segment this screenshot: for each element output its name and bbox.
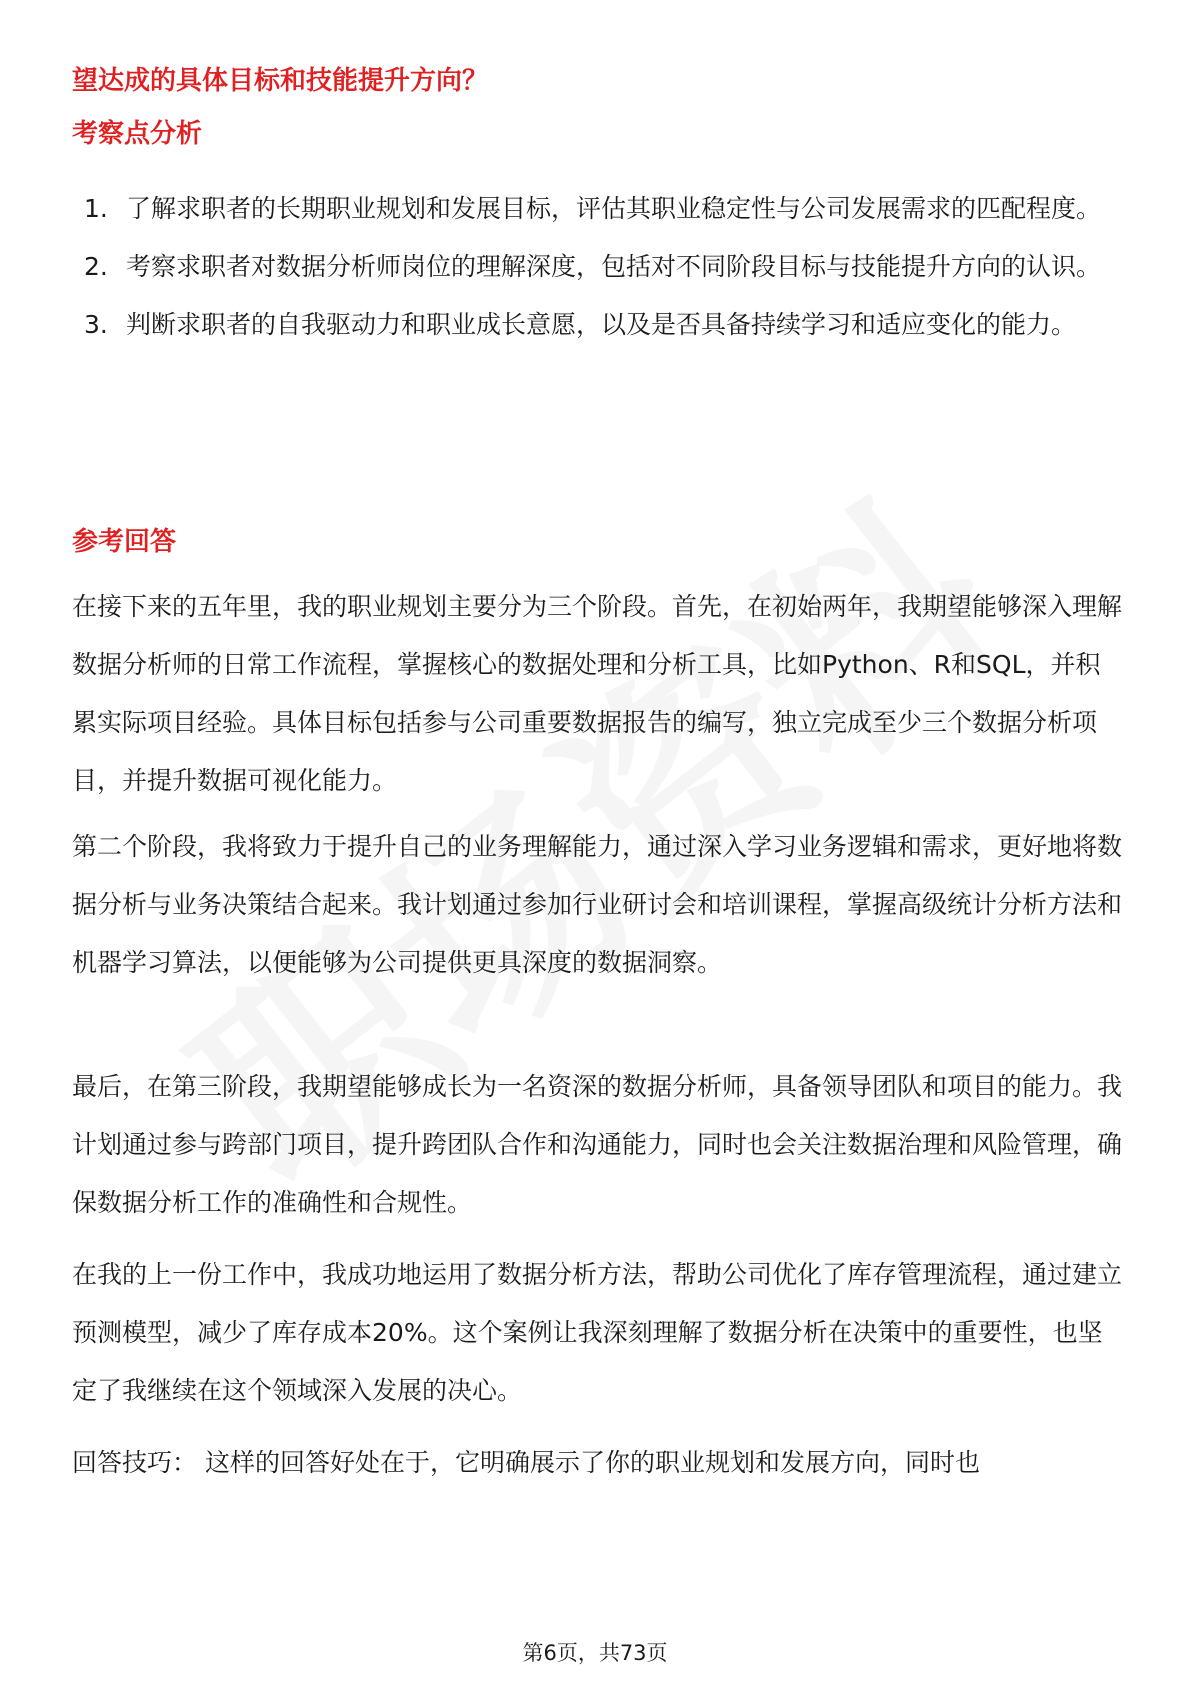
list-item [84, 238, 1124, 296]
list-number: 2. [84, 252, 108, 281]
answer-heading: 参考回答 [72, 527, 177, 557]
list-text: 判断求职者的自我驱动力和职业成长意愿，以及是否具备持续学习和适应变化的能力。 [126, 310, 1077, 339]
list-number: 1. [84, 194, 108, 223]
page-number: 第6页，共73页 [522, 1641, 668, 1665]
answer-paragraph: 在接下来的五年里，我的职业规划主要分为三个阶段。首先，在初始两年，我期望能够深入理解数据分析师的日常工作流程，掌握核心的数据处理和分析工具，比如Python、R和SQL，并积累实际项目经验。具体目标包括参与公司重要数据报告的编写，独立完成至少三个数据分析项目，并提升数据可视化能力。 [72, 592, 1123, 795]
analysis-heading: 考察点分析 [72, 119, 203, 149]
list-item [84, 296, 1124, 354]
answer-paragraph: 在我的上一份工作中，我成功地运用了数据分析方法，帮助公司优化了库存管理流程，通过建立预测模型，减少了库存成本20%。这个案例让我深刻理解了数据分析在决策中的重要性，也坚定了我继续在这个领域深入发展的决心。 [72, 1260, 1123, 1405]
question-continuation: 望达成的具体目标和技能提升方向？ [72, 66, 489, 96]
list-item [84, 180, 1124, 238]
answer-tip: 回答技巧： 这样的回答好处在于，它明确展示了你的职业规划和发展方向，同时也 [72, 1448, 980, 1477]
list-number: 3. [84, 310, 108, 339]
list-text: 考察求职者对数据分析师岗位的理解深度，包括对不同阶段目标与技能提升方向的认识。 [126, 252, 1102, 281]
list-text: 了解求职者的长期职业规划和发展目标，评估其职业稳定性与公司发展需求的匹配程度。 [126, 194, 1102, 223]
analysis-list [84, 180, 1124, 354]
answer-paragraph: 第二个阶段，我将致力于提升自己的业务理解能力，通过深入学习业务逻辑和需求，更好地将数据分析与业务决策结合起来。我计划通过参加行业研讨会和培训课程，掌握高级统计分析方法和机器学习算法，以便能够为公司提供更具深度的数据洞察。 [72, 832, 1123, 977]
answer-paragraph: 最后，在第三阶段，我期望能够成长为一名资深的数据分析师，具备领导团队和项目的能力。我计划通过参与跨部门项目，提升跨团队合作和沟通能力，同时也会关注数据治理和风险管理，确保数据分析工作的准确性和合规性。 [72, 1072, 1123, 1217]
